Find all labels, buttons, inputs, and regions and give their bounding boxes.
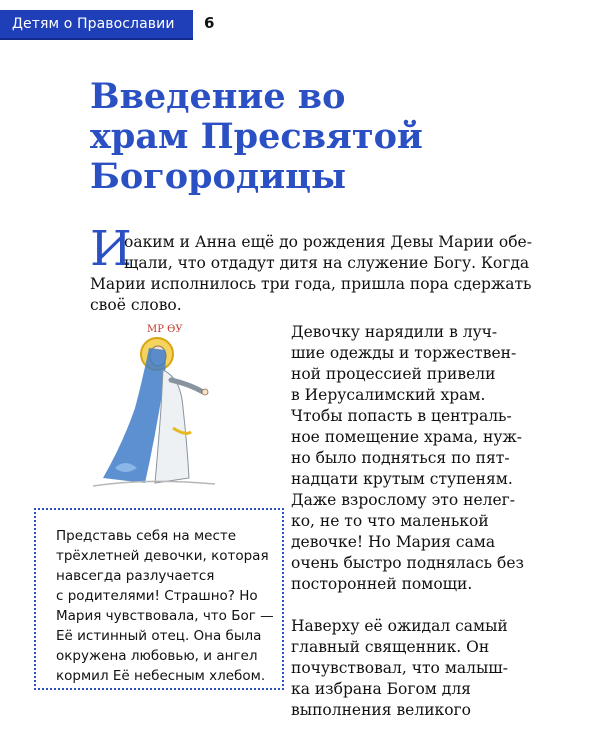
main-text-line: девочке! Но Мария сама — [291, 533, 496, 551]
drop-cap: И — [90, 221, 132, 277]
main-text-line: Наверху её ожидал самый — [291, 617, 508, 635]
header-bar — [0, 10, 193, 40]
main-text-line: в Иерусалимский храм. — [291, 386, 486, 404]
callout-line: с родителями! Страшно? Но — [56, 588, 258, 604]
main-text-line: посторонней помощи. — [291, 575, 473, 593]
callout-line: кормил Её небесным хлебом. — [56, 668, 266, 684]
main-text-line: Девочку нарядили в луч- — [291, 323, 498, 341]
main-text-line: ко, не то что маленькой — [291, 512, 489, 530]
callout-line: Мария чувствовала, что Бог — — [56, 608, 274, 624]
callout-line: трёхлетней девочки, которая — [56, 548, 269, 564]
illustration-inscription: МР ѲУ — [147, 324, 183, 335]
hand — [202, 389, 208, 395]
callout-line: окружена любовью, и ангел — [56, 648, 258, 664]
intro-line: своё слово. — [90, 296, 182, 314]
callout-line: Её истинный отец. Она была — [56, 628, 262, 644]
main-text-line: шие одежды и торжествен- — [291, 344, 517, 362]
chapter-title-line: Введение во — [90, 76, 346, 117]
virgin-mary-illustration — [85, 318, 245, 490]
page-number: 6 — [204, 14, 215, 32]
chapter-title — [90, 77, 510, 197]
main-text-line: главный священник. Он — [291, 638, 490, 656]
ground-shadow — [93, 481, 215, 486]
main-text-line: очень быстро поднялась без — [291, 554, 524, 572]
main-text-line: почувствовал, что малыш- — [291, 659, 508, 677]
callout-text — [56, 526, 284, 686]
series-title: Детям о Православии — [12, 16, 175, 32]
intro-line: оаким и Анна ещё до рождения Девы Марии обе- — [124, 233, 532, 251]
chapter-title-line: храм Пресвятой — [90, 116, 423, 157]
main-text-line: ка избрана Богом для — [291, 680, 471, 698]
main-text-line: выполнения великого — [291, 701, 471, 719]
main-text-line: надцати крутым ступеням. — [291, 470, 513, 488]
callout-line: навсегда разлучается — [56, 568, 215, 584]
main-text-line: но было подняться по пят- — [291, 449, 510, 467]
main-text-line: ной процессией привели — [291, 365, 496, 383]
main-text-line: Чтобы попасть в централь- — [291, 407, 512, 425]
chapter-title-line: Богородицы — [90, 156, 347, 197]
main-text-column — [291, 322, 551, 721]
intro-line: щали, что отдадут дитя на служение Богу. Когда — [124, 254, 530, 272]
intro-paragraph — [90, 232, 540, 316]
intro-line: Марии исполнилось три года, пришла пора сдержать — [90, 275, 532, 293]
callout-box — [34, 508, 284, 690]
main-text-line: ное помещение храма, нуж- — [291, 428, 523, 446]
callout-line: Представь себя на месте — [56, 528, 237, 544]
main-text-line: Даже взрослому это нелег- — [291, 491, 515, 509]
paragraph-gap — [291, 595, 551, 616]
